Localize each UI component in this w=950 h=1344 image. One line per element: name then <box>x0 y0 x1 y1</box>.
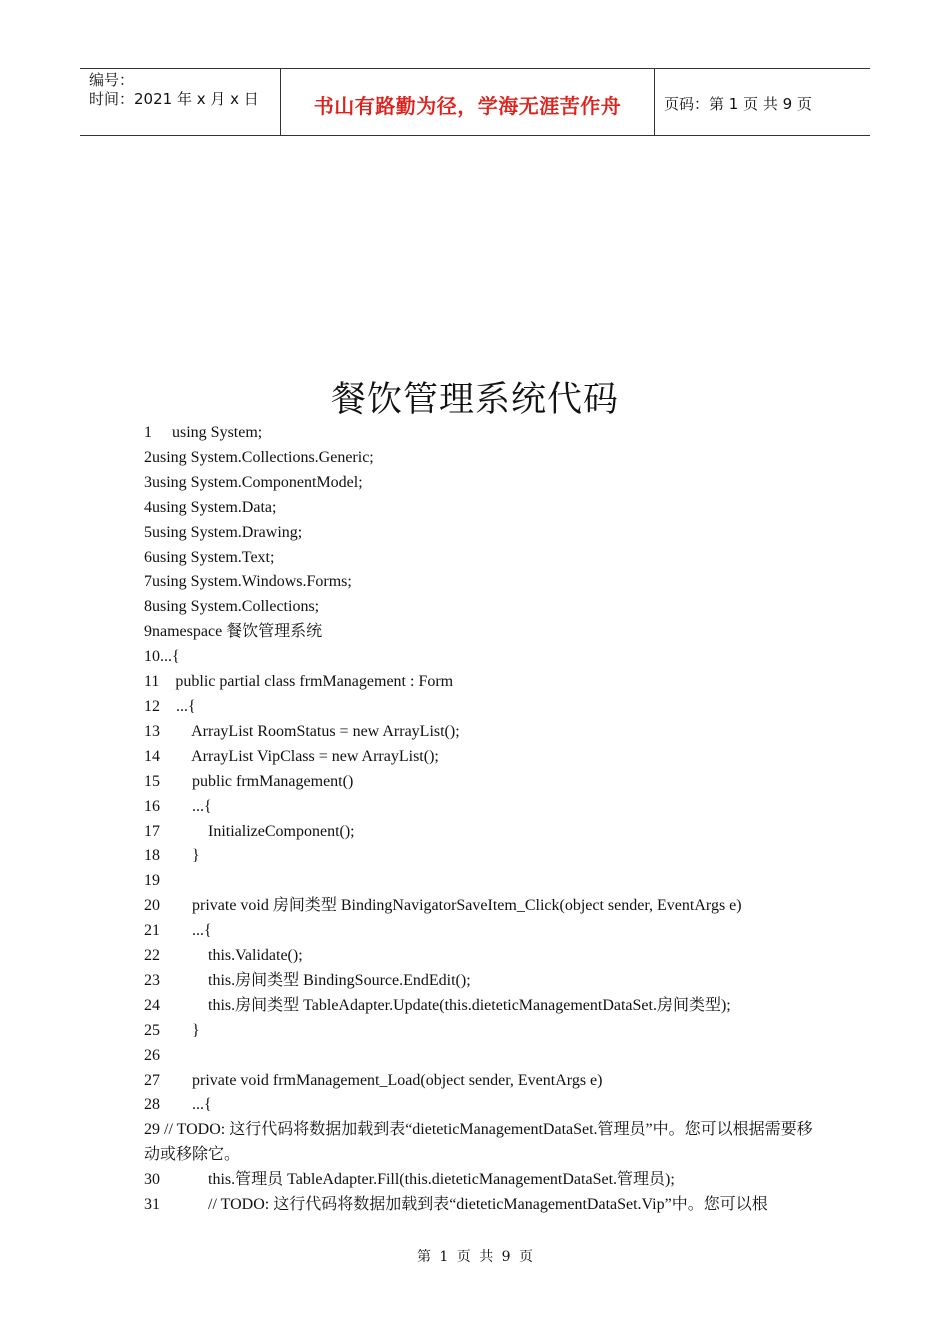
code-line: 11 public partial class frmManagement : Form <box>144 673 454 691</box>
header-motto-cell <box>281 69 655 135</box>
code-line: 17 InitializeComponent(); <box>144 822 355 840</box>
code-line: 4using System.Data; <box>144 498 277 516</box>
code-line: 15 public frmManagement() <box>144 772 354 790</box>
code-line: 2using System.Collections.Generic; <box>144 448 374 466</box>
code-line: 5using System.Drawing; <box>144 523 303 541</box>
page-header <box>80 68 870 136</box>
code-line: 26 <box>144 1046 160 1064</box>
header-meta <box>80 69 281 135</box>
code-line: 1 using System; <box>144 424 263 441</box>
code-line: 20 private void 房间类型 BindingNavigatorSaveItem_Click(object sender, EventArgs e) <box>144 897 742 915</box>
code-line: 29 // TODO: 这行代码将数据加载到表“dieteticManagementDataSet.管理员”中。您可以根据需要移动或移除它。 <box>144 1121 813 1164</box>
code-line: 18 } <box>144 847 200 865</box>
code-line: 19 <box>144 872 160 890</box>
code-line: 10...{ <box>144 648 180 666</box>
code-line: 27 private void frmManagement_Load(object sender, EventArgs e) <box>144 1071 603 1089</box>
code-line: 3using System.ComponentModel; <box>144 473 363 491</box>
code-line: 12 ...{ <box>144 697 196 715</box>
code-line: 6using System.Text; <box>144 548 275 566</box>
document-title: 餐饮管理系统代码 <box>330 380 619 420</box>
code-line: 25 } <box>144 1021 200 1039</box>
code-line: 23 this.房间类型 BindingSource.EndEdit(); <box>144 971 471 989</box>
code-line: 8using System.Collections; <box>144 598 320 616</box>
code-line: 16 ...{ <box>144 797 212 815</box>
code-line: 21 ...{ <box>144 922 212 940</box>
code-line: 30 this.管理员 TableAdapter.Fill(this.dieteticManagementDataSet.管理员); <box>144 1171 675 1189</box>
header-page-cell <box>655 69 870 135</box>
code-line: 9namespace 餐饮管理系统 <box>144 623 323 641</box>
code-line: 24 this.房间类型 TableAdapter.Update(this.dieteticManagementDataSet.房间类型); <box>144 996 731 1014</box>
code-line: 31 // TODO: 这行代码将数据加载到表“dieteticManagementDataSet.Vip”中。您可以根 <box>144 1196 768 1214</box>
page-footer: 第 1 页 共 9 页 <box>416 1249 534 1265</box>
header-page-number: 页码：第 1 页 共 9 页 <box>664 95 812 113</box>
code-line: 22 this.Validate(); <box>144 947 303 965</box>
code-line: 28 ...{ <box>144 1096 212 1114</box>
document-number-label: 编号： <box>89 71 135 89</box>
code-line: 7using System.Windows.Forms; <box>144 573 352 591</box>
code-line: 13 ArrayList RoomStatus = new ArrayList(); <box>144 722 460 740</box>
code-line: 14 ArrayList VipClass = new ArrayList(); <box>144 747 439 765</box>
header-motto: 书山有路勤为径，学海无涯苦作舟 <box>313 93 622 118</box>
document-date: 时间：2021 年 x 月 x 日 <box>89 90 259 108</box>
code-listing <box>144 421 814 1218</box>
